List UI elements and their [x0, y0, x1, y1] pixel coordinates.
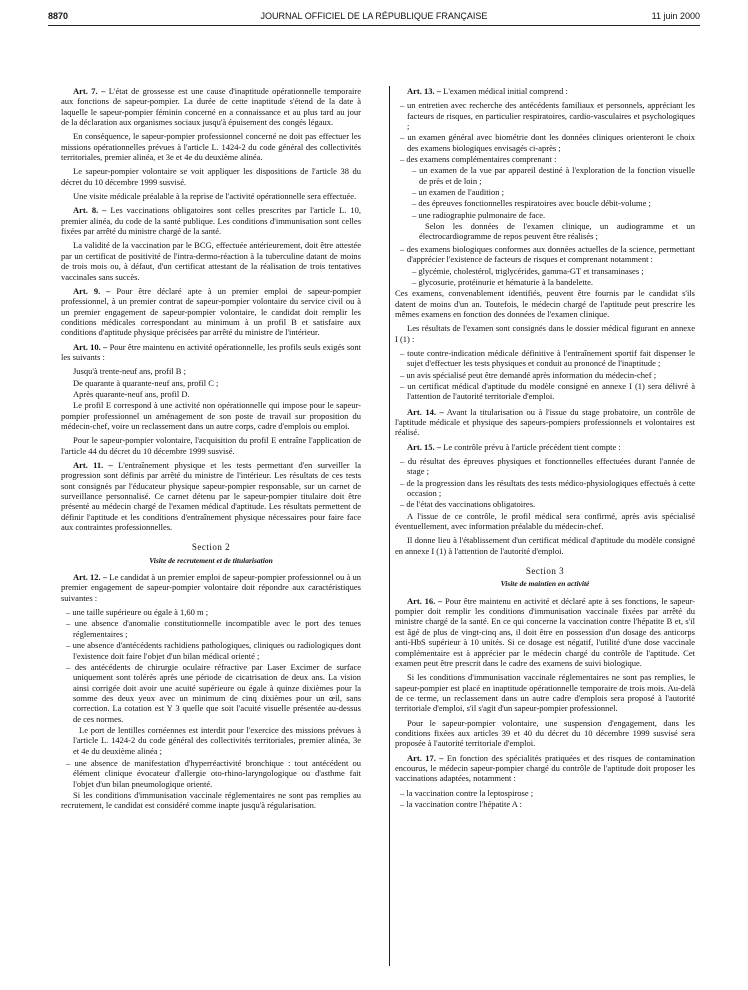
header-rule — [48, 25, 700, 26]
art10-l1: Jusqu'à trente-neuf ans, profil B ; — [73, 366, 186, 377]
art10-p3: Pour le sapeur-pompier volontaire, l'acquisition du profil E entraîne l'application de l'article 44 du décret du 10 décembre 1999 susvisé. — [61, 435, 361, 456]
art10-p1: Art. 10. – Pour être maintenu en activité opérationnelle, les profils seuls exigés sont les suivants : — [61, 341, 362, 362]
art13-p1: Art. 13. – L'examen médical initial comprend : — [407, 86, 568, 96]
art13-result-2: – un avis spécialisé peut être demandé après information du médecin-chef ; — [400, 369, 657, 380]
art13-item-3d: – une radiographie pulmonaire de face. — [412, 209, 546, 220]
art10-p2: Le profil E correspond à une activité non opérationnelle qui impose pour le sapeur-pompier professionnel un aménagement de son poste de travail sur proposition du médecin-chef, voire un reclassement dans un autre corps, cadre d'emplois ou emploi. — [61, 400, 361, 431]
art12-p1: Art. 12. – Le candidat à un premier emploi de sapeur-pompier professionnel ou à un premier engagement de sapeur-pompier volontaire doit répondre aux caractéristiques suivantes : — [61, 572, 362, 603]
publication-date: 11 juin 2000 — [651, 11, 700, 21]
journal-title: JOURNAL OFFICIEL DE LA RÉPUBLIQUE FRANÇAISE — [260, 11, 488, 21]
art7-p1: Art. 7. – L'état de grossesse est une cause d'inaptitude opérationnelle temporaire aux fonctions de sapeur-pompier. La durée de cette inaptitude s'étend de la date à laquelle le sapeur-pompier féminin concerné en a connaissance et au plus tard au jour de la déclaration aux organismes sociaux jusqu'à épuisement des congés légaux. — [61, 86, 361, 128]
art7-p3: Le sapeur-pompier volontaire se voit appliquer les dispositions de l'article 38 du décret du 10 décembre 1999 susvisé. — [61, 166, 361, 187]
art13-item-2: – un examen général avec biométrie dont les données cliniques orienteront le choix des examens biologiques envisagés ci-après ; — [400, 132, 695, 153]
art13-item-3: – des examens complémentaires comprenant : — [400, 154, 557, 165]
art13-p2: Ces examens, convenablement identifiés, peuvent être fournis par le candidat s'ils datent de moins d'un an. Toutefois, le médecin chargé de l'aptitude peut prescrire les mêmes examens en fonction des données de l'examen clinique. — [395, 288, 695, 319]
art14-label: Art. 14. – — [407, 406, 444, 417]
art13-item-4a: – glycémie, cholestérol, triglycérides, gamma-GT et transaminases ; — [412, 265, 644, 276]
art15-p3: Il donne lieu à l'établissement d'un certificat médical d'aptitude du modèle consigné en annexe I (1) à l'attention de l'autorité d'emploi. — [395, 535, 695, 556]
section-3-title: Section 3 — [525, 566, 565, 577]
column-divider — [389, 86, 390, 966]
art13-item-1: – un entretien avec recherche des antécédents familiaux et personnels, appréciant les facteurs de risques, en particulier respiratoires, cardio-vasculaires et psychologiques ; — [400, 100, 695, 132]
art12-item-4: – des antécédents de chirurgie oculaire réfractive par Laser Excimer de surface uniquement sont tolérés après une période de cicatrisation de deux ans. La vision ainsi corrigée doit avoir une acuité supérieure ou égale à quinze dixièmes pour la somme des deux yeux avec un minimum de cinq dixièmes pour un œil, sans correction. La cotation est Y 3 quelle que soit l'acuité visuelle présentée au-dessus de ces normes. — [66, 661, 361, 724]
art14-p1: Art. 14. – Avant la titularisation ou à l'issue du stage probatoire, un contrôle de l'aptitude médicale et physique des sapeurs-pompiers professionnels et volontaires est réalisé. — [395, 406, 695, 438]
page-number: 8870 — [48, 11, 69, 21]
section-3-subtitle: Visite de maintien en activité — [500, 579, 590, 589]
page-header — [48, 11, 700, 25]
art13-item-3e: Selon les données de l'examen clinique, un audiogramme et un électrocardiogramme de repos peuvent être réalisés ; — [419, 221, 695, 242]
art15-item-2: – de la progression dans les résultats des tests médico-physiologiques effectués à cette occasion ; — [400, 477, 695, 499]
art9-p1: Art. 9. – Pour être déclaré apte à un premier emploi de sapeur-pompier professionnel, à un premier contrat de sapeur-pompier volontaire du service civil ou à un premier engagement de sapeur-pompier volontaire, le candidat doit remplir les conditions médicales correspondant au minimum à un profil B et satisfaire aux conditions d'aptitude physique précisées par arrêté du ministre de l'intérieur. — [61, 285, 362, 338]
art13-label: Art. 13. – — [407, 86, 441, 96]
art7-label: Art. 7. – — [73, 86, 106, 96]
art11-label: Art. 11. – — [73, 460, 113, 470]
art15-item-1: – du résultat des épreuves physiques et fonctionnelles effectuées durant l'année de stage ; — [400, 456, 695, 477]
art7-p4: Une visite médicale préalable à la reprise de l'activité opérationnelle sera effectuée. — [73, 191, 357, 202]
section-2-title: Section 2 — [191, 542, 231, 553]
art10-l3: Après quarante-neuf ans, profil D. — [73, 388, 190, 399]
art16-p2: Si les conditions d'immunisation vaccinale réglementaires ne sont pas remplies, le sapeur-pompier est placé en inaptitude opérationnelle temporaire de trois mois. Au-delà de ce terme, un reclassement dans un autre cadre d'emplois sera proposé à l'autorité territoriale d'emploi, s'il s'agit d'un sapeur-pompier professionnel. — [395, 672, 695, 714]
art17-item-1: – la vaccination contre la leptospirose ; — [400, 787, 534, 798]
art15-label: Art. 15. – — [407, 441, 441, 452]
art12-item-3: – une absence d'antécédents rachidiens pathologiques, cliniques ou radiologiques dont l'existence doit faire l'objet d'un bilan médical orienté ; — [66, 640, 361, 661]
art12-item-4-contact-lenses: Le port de lentilles cornéennes est interdit pour l'exercice des missions prévues à l'article L. 1424-2 du code général des collectivités territoriales, premier alinéa, 3e et 4e du deuxième alinéa ; — [73, 724, 361, 756]
art10-label: Art. 10. – — [73, 341, 108, 352]
art8-p2: La validité de la vaccination par le BCG, effectuée antérieurement, doit être attestée par un certificat de positivité de l'intra-dermo-réaction à la tuberculine datant de moins de trois mois ou, à défaut, d'un certificat attestant de la réalisation de trois tentatives vaccinales sans succès. — [61, 240, 361, 282]
art13-item-3a: – un examen de la vue par appareil destiné à l'exploration de la fonction visuelle de près et de loin ; — [412, 165, 695, 186]
art15-item-3: – de l'état des vaccinations obligatoires. — [400, 499, 536, 510]
art7-p2: En conséquence, le sapeur-pompier professionnel concerné ne doit pas effectuer les missions opérationnelles prévues à l'article L. 1424-2 du code général des collectivités territoriales, premier alinéa, et 3e et 4e du deuxième alinéa. — [61, 131, 361, 163]
art17-p1: Art. 17. – En fonction des spécialités pratiquées et des risques de contamination encourus, le médecin sapeur-pompier chargé du contrôle de l'aptitude doit proposer les vaccinations adaptées, notamment : — [395, 752, 695, 784]
art8-label: Art. 8. – — [73, 205, 107, 216]
art16-label: Art. 16. – — [407, 595, 443, 606]
art12-item-2: – une absence d'anomalie constitutionnelle incompatible avec le port des tenues réglementaires ; — [66, 618, 361, 639]
art12-label: Art. 12. – — [73, 572, 108, 583]
art17-label: Art. 17. – — [407, 752, 444, 763]
section-2-subtitle: Visite de recrutement et de titularisation — [149, 555, 273, 565]
art13-p3: Les résultats de l'examen sont consignés dans le dossier médical figurant en annexe I (1) : — [395, 323, 695, 344]
art8-p1: Art. 8. – Les vaccinations obligatoires sont celles prescrites par l'article L. 10, premier alinéa, du code de la santé publique. Les conditions d'immunisation sont celles fixées par arrêté du ministre chargé de la santé. — [61, 205, 361, 237]
art13-result-3: – un certificat médical d'aptitude du modèle consigné en annexe I (1) sera délivré à l'attention de l'autorité territoriale d'emploi. — [400, 380, 695, 402]
art15-p2: A l'issue de ce contrôle, le profil médical sera confirmé, après avis spécialisé éventuellement, avec information préalable du médecin-chef. — [395, 510, 695, 532]
art13-item-3c: – des épreuves fonctionnelles respiratoires avec boucle débit-volume ; — [412, 198, 651, 209]
art11-p1: Art. 11. – L'entraînement physique et les tests permettant d'en surveiller la progression sont définis par arrêté du ministre de l'intérieur. Les résultats de ces tests sont consignés par l'éducateur physique sapeur-pompier responsable, sur un carnet de surveillance personnalisé. Ce carnet détenu par le sapeur-pompier titulaire doit être présenté au médecin chargé de l'examen médical d'aptitude. Les résultats permettent de définir l'aptitude et les conditions d'entraînement physique nécessaires pour faire face aux contraintes professionnelles. — [61, 460, 361, 533]
art12-item-5: – une absence de manifestation d'hyperréactivité bronchique : tout antécédent ou élément clinique évocateur d'allergie oto-rhino-laryngologique ou d'asthme fait l'objet d'un bilan pneumologique orienté. — [66, 757, 361, 789]
art15-p1: Art. 15. – Le contrôle prévu à l'article précédent tient compte : — [407, 441, 621, 452]
art13-result-1: – toute contre-indication médicale définitive à l'entraînement sportif fait dispenser le sujet d'effectuer les tests physiques et conduit au prononcé de l'inaptitude ; — [400, 347, 695, 369]
right-column — [395, 86, 695, 810]
art17-item-2: – la vaccination contre l'hépatite A : — [400, 798, 522, 809]
left-column — [61, 86, 361, 815]
art10-l2: De quarante à quarante-neuf ans, profil C ; — [73, 377, 219, 388]
art12-item-1: – une taille supérieure ou égale à 1,60 m ; — [66, 607, 209, 618]
art9-label: Art. 9. – — [73, 285, 111, 296]
art12-p2: Si les conditions d'immunisation vaccinale réglementaires ne sont pas remplies au recrutement, le candidat est considéré comme inapte jusqu'à régularisation. — [61, 789, 361, 811]
art13-item-3b: – un examen de l'audition ; — [412, 187, 504, 198]
art16-p3: Pour le sapeur-pompier volontaire, une suspension d'engagement, dans les conditions fixées aux articles 39 et 40 du décret du 10 décembre 1999 susvisé sera proposée à l'autorité territoriale d'emploi. — [395, 717, 695, 749]
art13-item-4: – des examens biologiques conformes aux données actuelles de la science, permettant d'apprécier l'existence de facteurs de risques et comprenant notamment : — [400, 243, 695, 265]
art16-p1: Art. 16. – Pour être maintenu en activité et déclaré apte à ses fonctions, le sapeur-pompier doit remplir les conditions d'immunisation vaccinale fixées par arrêté du ministre chargé de la santé. En ce qui concerne la vaccination contre l'hépatite B et, s'il est âgé de plus de vingt-cinq ans, il doit être en possession d'un dosage des anticorps anti-HbS supérieur à 10 unités. Si ce dosage est négatif, l'utilité d'une dose vaccinale complémentaire est à apprécier par le médecin chargé du contrôle de l'aptitude. Cet examen peut être prescrit dans le cadre des examens de suivi biologique. — [395, 595, 696, 668]
art13-item-4b: – glycosurie, protéinurie et hématurie à la bandelette. — [412, 276, 594, 287]
